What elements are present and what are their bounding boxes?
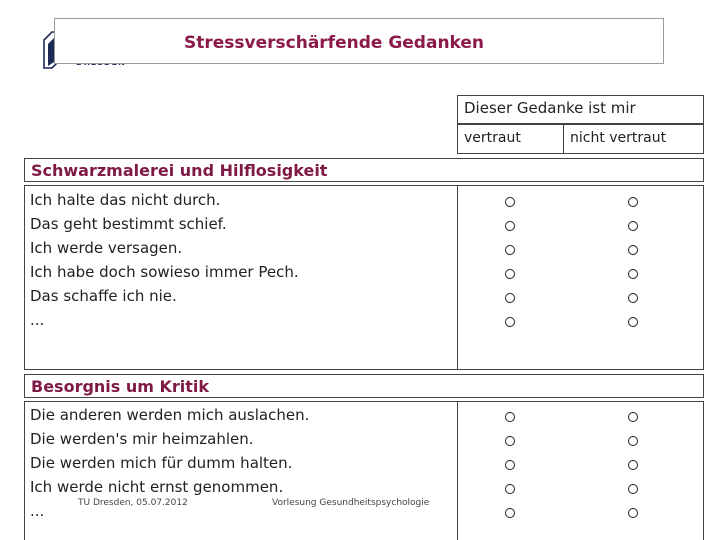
section-body-rating-1 [457,185,704,370]
list-item: ... [30,502,45,520]
list-item: Das schaffe ich nie. [30,287,177,305]
radio-nicht-vertraut[interactable] [628,460,638,470]
page-title: Stressverschärfende Gedanken [184,33,485,53]
radio-nicht-vertraut[interactable] [628,412,638,422]
list-item: Das geht bestimmt schief. [30,215,227,233]
section-body-rating-2 [457,401,704,540]
list-item: Ich werde versagen. [30,239,183,257]
column-label-vertraut: vertraut [464,130,521,146]
footer-left: TU Dresden, 05.07.2012 [78,498,188,508]
section-title: Besorgnis um Kritik [31,377,210,396]
list-item: Ich werde nicht ernst genommen. [30,478,284,496]
list-item: Ich halte das nicht durch. [30,191,221,209]
column-header-nicht-vertraut [563,124,704,154]
list-item: Die anderen werden mich auslachen. [30,406,310,424]
radio-vertraut[interactable] [505,317,515,327]
radio-nicht-vertraut[interactable] [628,197,638,207]
list-item: Die werden mich für dumm halten. [30,454,293,472]
radio-nicht-vertraut[interactable] [628,508,638,518]
section-title: Schwarzmalerei und Hilflosigkeit [31,161,328,180]
radio-vertraut[interactable] [505,436,515,446]
section-lines-1 [30,188,299,332]
radio-nicht-vertraut[interactable] [628,317,638,327]
radio-vertraut[interactable] [505,412,515,422]
radio-vertraut[interactable] [505,245,515,255]
column-header-vertraut [457,124,564,154]
radio-vertraut[interactable] [505,293,515,303]
list-item: ... [30,311,45,329]
radio-nicht-vertraut[interactable] [628,293,638,303]
radio-nicht-vertraut[interactable] [628,436,638,446]
radio-nicht-vertraut[interactable] [628,484,638,494]
footer-right: Vorlesung Gesundheitspsychologie [272,498,430,508]
radio-nicht-vertraut[interactable] [628,245,638,255]
radio-vertraut[interactable] [505,484,515,494]
radio-vertraut[interactable] [505,197,515,207]
column-group-header [457,95,704,124]
section-header-besorgnis [24,374,704,398]
radio-vertraut[interactable] [505,221,515,231]
column-label-nicht-vertraut: nicht vertraut [570,130,667,146]
list-item: Die werden's mir heimzahlen. [30,430,254,448]
list-item: Ich habe doch sowieso immer Pech. [30,263,299,281]
radio-vertraut[interactable] [505,460,515,470]
radio-vertraut[interactable] [505,269,515,279]
radio-nicht-vertraut[interactable] [628,221,638,231]
radio-nicht-vertraut[interactable] [628,269,638,279]
section-header-schwarzmalerei [24,158,704,182]
radio-vertraut[interactable] [505,508,515,518]
column-group-label: Dieser Gedanke ist mir [464,99,636,117]
